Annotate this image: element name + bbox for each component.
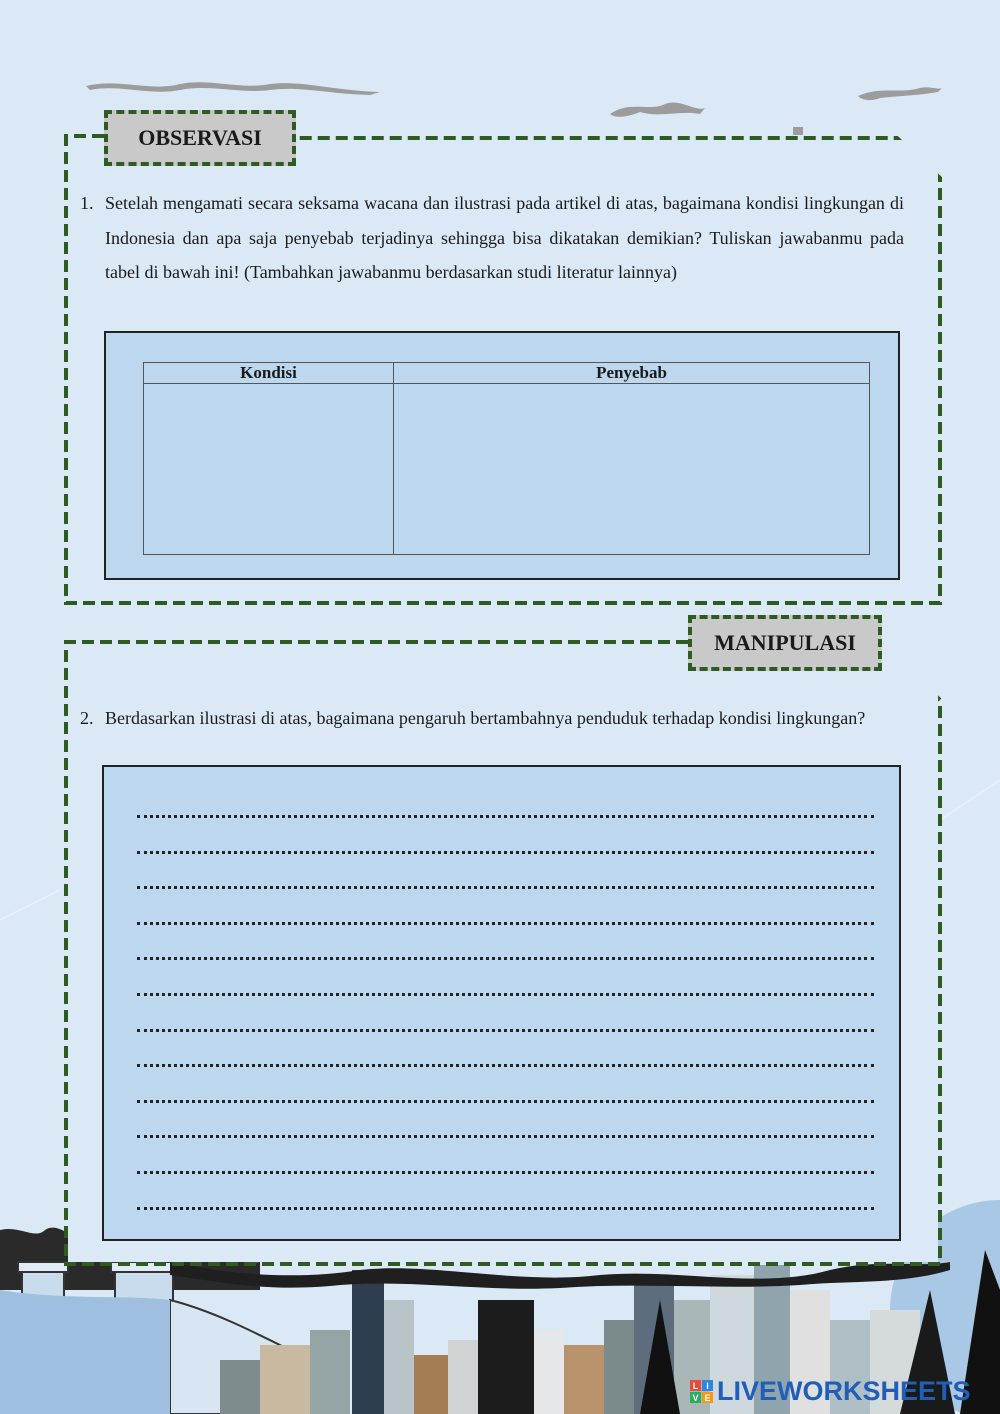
question-1-number: 1.: [80, 193, 94, 213]
question-2: [80, 705, 896, 732]
answer-line[interactable]: [137, 922, 874, 925]
badge-letter: I: [702, 1380, 713, 1391]
answer-line[interactable]: [137, 1029, 874, 1032]
manipulasi-answer-box[interactable]: [102, 765, 901, 1241]
liveworksheets-badge-icon: [690, 1380, 713, 1403]
question-1-text: Setelah mengamati secara seksama wacana dan ilustrasi pada artikel di atas, bagaimana kondisi lingkungan di Indonesia dan apa saja penyebab terjadinya sehingga bisa dikatakan demikian? Tuliskan jawabanmu pada tabel di bawah ini! (Tambahkan jawabanmu berdasarkan studi literatur lainnya): [105, 193, 904, 282]
table-header-kondisi: Kondisi: [144, 363, 394, 384]
answer-line[interactable]: [137, 957, 874, 960]
answer-line[interactable]: [137, 1100, 874, 1103]
table-header-penyebab: Penyebab: [394, 363, 870, 384]
answer-line[interactable]: [137, 1064, 874, 1067]
observasi-tag: OBSERVASI: [104, 110, 296, 166]
badge-letter: E: [702, 1392, 713, 1403]
answer-line[interactable]: [137, 993, 874, 996]
penyebab-answer-cell[interactable]: [394, 384, 870, 555]
liveworksheets-logo: [690, 1376, 971, 1407]
liveworksheets-wordmark: LIVEWORKSHEETS: [717, 1376, 971, 1406]
question-2-text: Berdasarkan ilustrasi di atas, bagaimana pengaruh bertambahnya penduduk terhadap kondisi lingkungan?: [105, 708, 866, 728]
badge-letter: L: [690, 1380, 701, 1391]
answer-line[interactable]: [137, 1171, 874, 1174]
kondisi-penyebab-table: [143, 362, 870, 555]
table-row: [144, 384, 870, 555]
answer-line[interactable]: [137, 886, 874, 889]
answer-line[interactable]: [137, 851, 874, 854]
question-1: [80, 186, 904, 290]
answer-line[interactable]: [137, 815, 874, 818]
badge-letter: V: [690, 1392, 701, 1403]
kondisi-answer-cell[interactable]: [144, 384, 394, 555]
manipulasi-tag: MANIPULASI: [688, 615, 882, 671]
observasi-answer-box: [104, 331, 900, 580]
answer-line[interactable]: [137, 1135, 874, 1138]
question-2-number: 2.: [80, 708, 94, 728]
answer-line[interactable]: [137, 1207, 874, 1210]
